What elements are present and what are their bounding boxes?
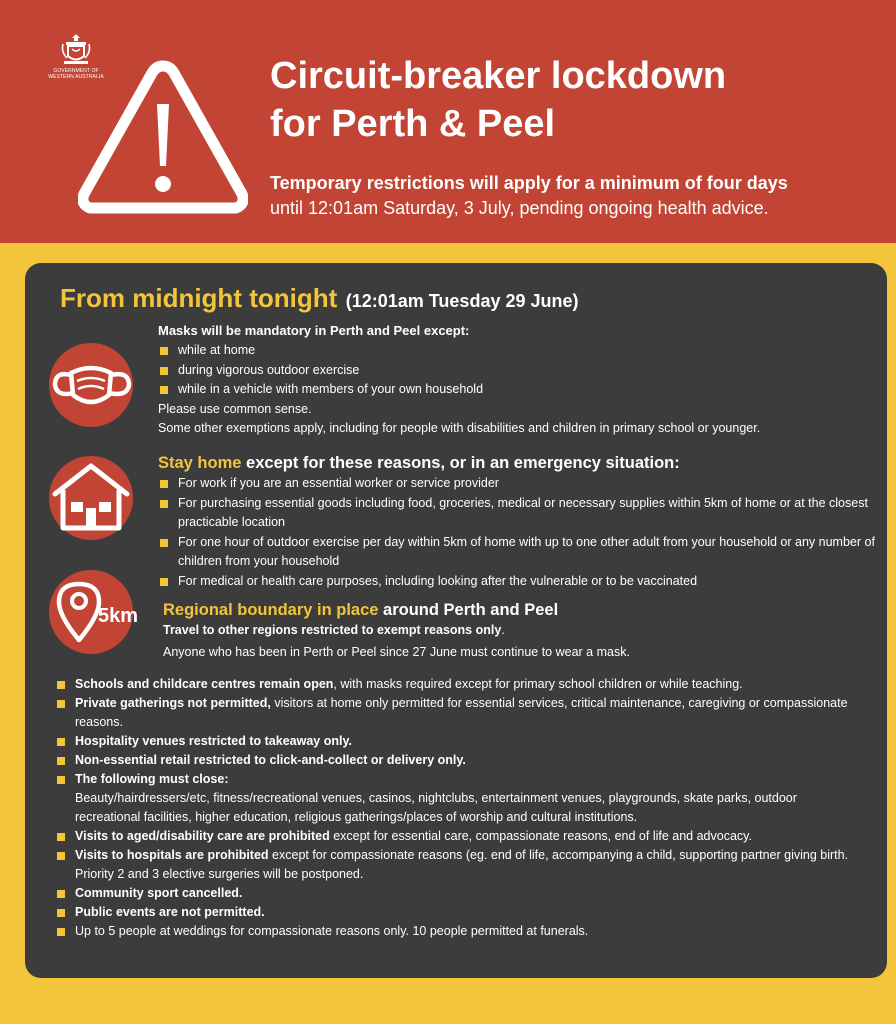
heading-main: From midnight tonight	[60, 283, 338, 313]
list-item: during vigorous outdoor exercise	[158, 361, 878, 381]
regional-section	[163, 599, 883, 662]
house-icon	[49, 456, 133, 540]
mask-icon	[49, 343, 133, 427]
list-item: Public events are not permitted.	[55, 903, 865, 922]
list-item: Visits to aged/disability care are prohibited except for essential care, compassionate reasons, end of life and advocacy.	[55, 827, 865, 846]
list-item: For work if you are an essential worker or service provider	[158, 474, 878, 494]
list-item: Visits to hospitals are prohibited except for compassionate reasons (eg. end of life, accompanying a child, supporting partner giving birth. Priority 2 and 3 elective surgeries will be postponed.	[55, 846, 865, 884]
regional-mask-line: Anyone who has been in Perth or Peel since 27 June must continue to wear a mask.	[163, 644, 630, 659]
stay-home-section	[158, 452, 878, 591]
list-item: Private gatherings not permitted, visitors at home only permitted for essential services, critical maintenance, caregiving or compassionate reasons.	[55, 694, 865, 732]
masks-exceptions-list	[158, 341, 878, 400]
masks-note-2: Some other exemptions apply, including for people with disabilities and children in primary school or younger.	[158, 421, 761, 435]
masks-section	[158, 321, 878, 439]
list-item: For one hour of outdoor exercise per day within 5km of home with up to one other adult from your household or any number of children from your household	[158, 533, 878, 572]
page-title: Circuit-breaker lockdown for Perth & Peel	[270, 55, 727, 145]
restrictions-panel	[25, 263, 887, 978]
list-item: Non-essential retail restricted to click-and-collect or delivery only.	[55, 751, 865, 770]
list-item: Schools and childcare centres remain open, with masks required except for primary school children or while teaching.	[55, 675, 865, 694]
subtitle-bold: Temporary restrictions will apply for a minimum of four days	[270, 173, 788, 193]
regional-travel-line: Travel to other regions restricted to exempt reasons only.	[163, 623, 505, 637]
stay-home-heading: Stay home except for these reasons, or in an emergency situation:	[158, 454, 680, 472]
list-item: Community sport cancelled.	[55, 884, 865, 903]
panel-heading	[60, 283, 579, 314]
list-item: The following must close: Beauty/hairdressers/etc, fitness/recreational venues, casinos, nightclubs, entertainment venues, playgrounds, skate parks, outdoor recreational facilities, higher education, religious gatherings/places of worship and cultural institutions.	[55, 770, 865, 827]
list-item: Hospitality venues restricted to takeaway only.	[55, 732, 865, 751]
subtitle-rest: until 12:01am Saturday, 3 July, pending ongoing health advice.	[270, 198, 769, 218]
list-item: For medical or health care purposes, including looking after the vulnerable or to be vaccinated	[158, 572, 878, 592]
regional-heading: Regional boundary in place around Perth and Peel	[163, 601, 559, 619]
masks-heading: Masks will be mandatory in Perth and Peel except:	[158, 323, 470, 338]
rules-list	[55, 675, 865, 941]
warning-icon	[78, 58, 248, 218]
list-item: Up to 5 people at weddings for compassionate reasons only. 10 people permitted at funerals.	[55, 922, 865, 941]
stay-home-reasons-list	[158, 474, 878, 591]
logo-text: GOVERNMENT OF WESTERN AUSTRALIA	[48, 68, 104, 80]
list-item: For purchasing essential goods including food, groceries, medical or necessary supplies within 5km of home or at the closest practicable location	[158, 494, 878, 533]
heading-date: (12:01am Tuesday 29 June)	[345, 291, 579, 311]
masks-note-1: Please use common sense.	[158, 401, 312, 416]
header-banner	[0, 0, 896, 243]
km-label: 5km	[98, 605, 139, 627]
list-item: while in a vehicle with members of your own household	[158, 380, 878, 400]
list-item: while at home	[158, 341, 878, 361]
